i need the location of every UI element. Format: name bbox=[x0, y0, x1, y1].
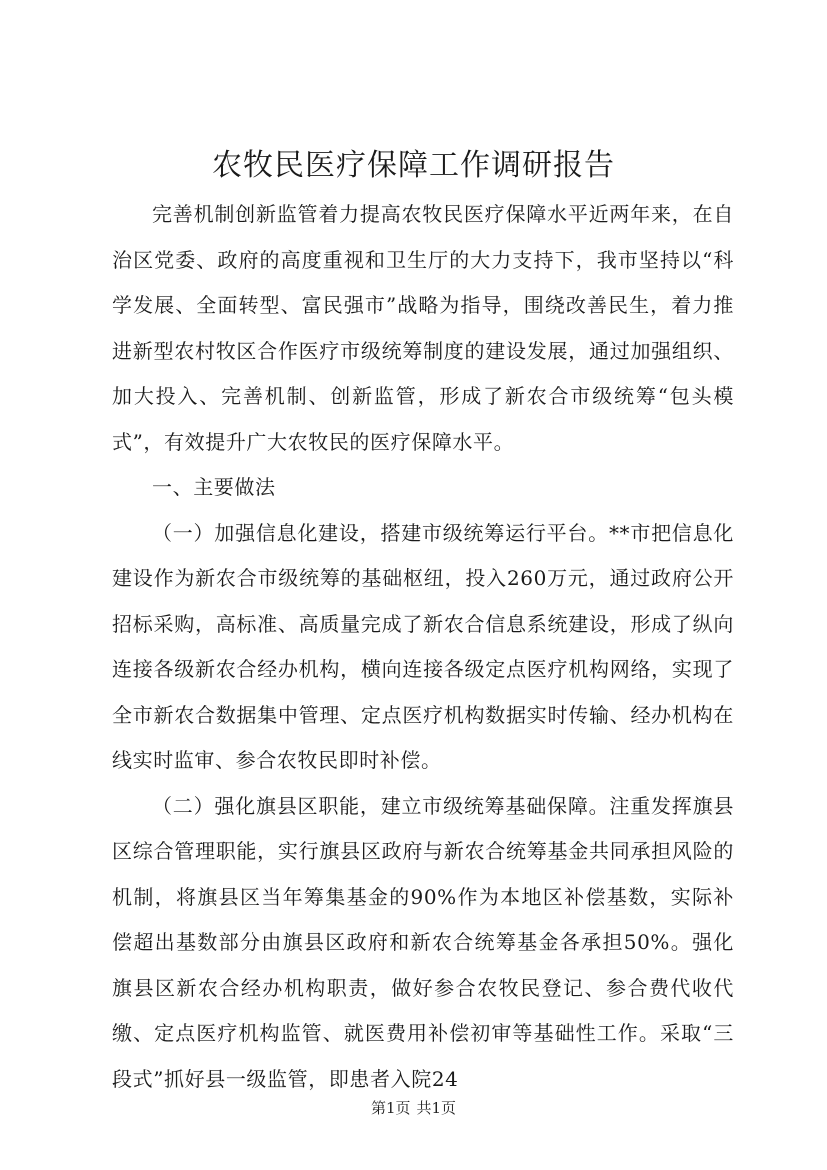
document-title: 农牧民医疗保障工作调研报告 bbox=[212, 148, 615, 183]
page-total: 共1页 bbox=[416, 1099, 457, 1117]
subsection-paragraph-2: （二）强化旗县区职能，建立市级统筹基础保障。注重发挥旗县区综合管理职能，实行旗县区政府与新农合统筹基金共同承担风险的机制，将旗县区当年筹集基金的90%作为本地区补偿基数，实际补偿超出基数部分由旗县区政府和新农合统筹基金各承担50%。强化旗县区新农合经办机构职责，做好参合农牧民登记、参合费代收代缴、定点医疗机构监管、就医费用补偿初审等基础性工作。采取“三段式”抓好县一级监管，即患者入院24 bbox=[112, 793, 734, 1091]
page-number: 第1页 bbox=[370, 1099, 411, 1117]
section-heading: 一、主要做法 bbox=[152, 475, 276, 499]
page-footer bbox=[0, 1098, 827, 1118]
intro-paragraph: 完善机制创新监管着力提高农牧民医疗保障水平近两年来，在自治区党委、政府的高度重视和卫生厅的大力支持下，我市坚持以“科学发展、全面转型、富民强市”战略为指导，围绕改善民生，着力推进新型农村牧区合作医疗市级统筹制度的建设发展，通过加强组织、加大投入、完善机制、创新监管，形成了新农合市级统筹“包头模式”，有效提升广大农牧民的医疗保障水平。 bbox=[112, 202, 734, 454]
subsection-paragraph-1: （一）加强信息化建设，搭建市级统筹运行平台。**市把信息化建设作为新农合市级统筹的基础枢纽，投入260万元，通过政府公开招标采购，高标准、高质量完成了新农合信息系统建设，形成了纵向连接各级新农合经办机构，横向连接各级定点医疗机构网络，实现了全市新农合数据集中管理、定点医疗机构数据实时传输、经办机构在线实时监审、参合农牧民即时补偿。 bbox=[112, 520, 734, 772]
document-body bbox=[112, 192, 734, 1102]
